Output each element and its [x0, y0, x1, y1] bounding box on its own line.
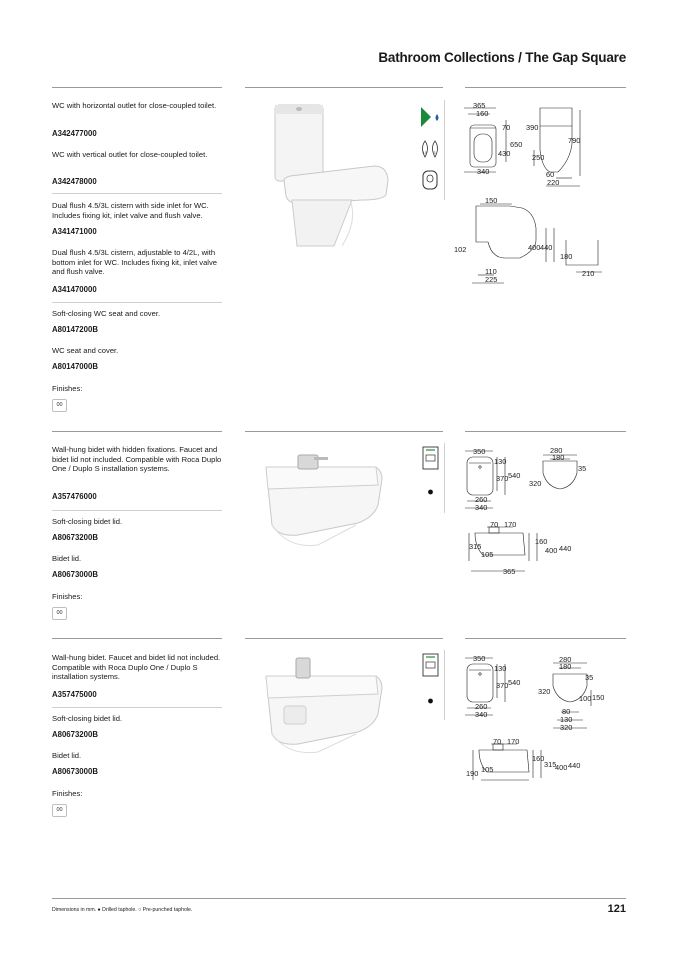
dim-label: 70 — [490, 520, 499, 529]
footer-divider — [52, 898, 626, 899]
dim-label: 105 — [481, 550, 494, 559]
installation-frame-icon — [423, 654, 438, 676]
finish-swatch: 00 — [52, 399, 67, 412]
dim-label: 260 — [475, 495, 488, 504]
section-divider — [245, 431, 443, 432]
section-divider — [245, 87, 443, 88]
footer-note: Dimensions in mm. ● Drilled taphole. ○ Pre-punched taphole. — [52, 907, 193, 913]
product-code: A357475000 — [52, 690, 97, 699]
icon-stack — [418, 105, 444, 201]
dim-label: 210 — [582, 269, 595, 278]
drilled-taphole-icon — [428, 699, 433, 704]
section-divider — [52, 431, 222, 432]
dim-label: 340 — [475, 503, 488, 512]
dim-label: 280 — [559, 655, 572, 664]
section-divider — [245, 638, 443, 639]
dim-label: 190 — [466, 769, 479, 778]
product-code: A80147200B — [52, 325, 98, 334]
dim-label: 70 — [493, 737, 502, 746]
product-code: A357476000 — [52, 492, 97, 501]
product-code: A341470000 — [52, 285, 97, 294]
wc-technical-drawing — [450, 100, 628, 290]
dim-label: 220 — [547, 178, 560, 187]
item-divider — [52, 193, 222, 194]
finishes-label: Finishes: — [52, 789, 83, 798]
page-title: Bathroom Collections / The Gap Square — [378, 50, 626, 65]
product-code: A80673000B — [52, 570, 98, 579]
dim-label: 100 — [579, 694, 592, 703]
dim-label: 130 — [560, 715, 573, 724]
dim-label: 180 — [560, 252, 573, 261]
dual-flush-icon — [423, 141, 438, 157]
bidet-product-photo — [258, 652, 398, 757]
dim-label: 150 — [485, 196, 498, 205]
product-code: A342478000 — [52, 177, 97, 186]
product-description: Soft-closing bidet lid. — [52, 517, 123, 526]
finish-swatch: 00 — [52, 607, 67, 620]
dim-label: 370 — [496, 474, 509, 483]
bidet-product-photo — [258, 445, 398, 550]
icon-stack — [420, 445, 442, 505]
green-flush-icon — [421, 107, 439, 127]
icon-column-divider — [444, 650, 445, 720]
dim-label: 280 — [550, 446, 563, 455]
dim-label: 35 — [585, 673, 594, 682]
section-divider — [52, 638, 222, 639]
dim-label: 130 — [494, 457, 507, 466]
icon-stack — [420, 652, 442, 712]
dim-label: 160 — [476, 109, 489, 118]
dim-label: 400 — [555, 763, 568, 772]
product-description: Soft-closing WC seat and cover. — [52, 309, 161, 318]
product-description: Bidet lid. — [52, 751, 82, 760]
section-divider — [465, 87, 626, 88]
dim-label: 540 — [508, 471, 521, 480]
dim-label: 350 — [473, 654, 486, 663]
item-divider — [52, 510, 222, 511]
dim-label: 440 — [559, 544, 572, 553]
icon-column-divider — [444, 443, 445, 513]
drilled-taphole-icon — [428, 490, 433, 495]
dim-label: 540 — [508, 678, 521, 687]
bidet-technical-drawing — [455, 650, 625, 790]
dim-label: 315 — [469, 542, 482, 551]
dim-label: 170 — [504, 520, 517, 529]
dim-label: 320 — [560, 723, 573, 732]
section-divider — [465, 431, 626, 432]
dim-label: 340 — [477, 167, 490, 176]
dim-label: 440 — [568, 761, 581, 770]
dim-label: 225 — [485, 275, 498, 284]
dim-label: 80 — [562, 707, 571, 716]
section-divider — [52, 87, 222, 88]
product-description: WC seat and cover. — [52, 346, 119, 355]
dim-label: 70 — [502, 123, 511, 132]
product-code: A342477000 — [52, 129, 97, 138]
dim-label: 650 — [510, 140, 523, 149]
dim-label: 150 — [592, 693, 605, 702]
bidet-technical-drawing — [455, 443, 625, 583]
dim-label: 390 — [526, 123, 539, 132]
dual-flush-label: 4.5 — [422, 151, 427, 155]
rimless-icon — [423, 171, 437, 189]
item-divider — [52, 707, 222, 708]
dim-label: 130 — [494, 664, 507, 673]
page-number: 121 — [607, 903, 626, 915]
dim-label: 260 — [475, 702, 488, 711]
dim-label: 180 — [552, 453, 565, 462]
product-code: A80673200B — [52, 730, 98, 739]
finishes-label: Finishes: — [52, 592, 83, 601]
product-code: A341471000 — [52, 227, 97, 236]
dim-label: 400 — [545, 546, 558, 555]
product-description: Soft-closing bidet lid. — [52, 714, 123, 723]
dim-label: 160 — [532, 754, 545, 763]
item-divider — [52, 302, 222, 303]
dim-label: 440 — [540, 243, 553, 252]
dim-label: 320 — [538, 687, 551, 696]
dim-label: 60 — [546, 170, 555, 179]
dual-flush-label: 3 — [433, 151, 436, 155]
dim-label: 400 — [528, 243, 541, 252]
section-divider — [465, 638, 626, 639]
product-code: A80673200B — [52, 533, 98, 542]
dim-label: 170 — [507, 737, 520, 746]
dim-label: 110 — [485, 267, 497, 276]
dim-label: 35 — [578, 464, 587, 473]
product-description: Wall-hung bidet. Faucet and bidet lid not included. Compatible with Roca Duplo One / Duplo S installation systems. — [52, 653, 221, 682]
dim-label: 365 — [503, 567, 516, 576]
finish-swatch: 00 — [52, 804, 67, 817]
installation-frame-icon — [423, 447, 438, 469]
dim-label: 105 — [481, 765, 494, 774]
product-description: WC with horizontal outlet for close-coupled toilet. — [52, 101, 217, 110]
dim-label: 430 — [498, 149, 511, 158]
dim-label: 102 — [454, 245, 467, 254]
product-description: WC with vertical outlet for close-coupled toilet. — [52, 150, 208, 159]
dim-label: 250 — [532, 153, 545, 162]
product-code: A80147000B — [52, 362, 98, 371]
dim-label: 370 — [496, 681, 509, 690]
product-description: Wall-hung bidet with hidden fixations. Faucet and bidet lid not included. Compatible with Roca Duplo One / Duplo S installation systems. — [52, 445, 222, 474]
dim-label: 790 — [568, 136, 581, 145]
dim-label: 350 — [473, 447, 486, 456]
dim-label: 315 — [544, 760, 557, 769]
dim-label: 160 — [535, 537, 548, 546]
dim-label: 365 — [473, 101, 486, 110]
product-code: A80673000B — [52, 767, 98, 776]
dim-label: 180 — [559, 662, 572, 671]
dim-label: 340 — [475, 710, 488, 719]
icon-column-divider — [444, 100, 445, 200]
finishes-label: Finishes: — [52, 384, 83, 393]
product-description: Bidet lid. — [52, 554, 82, 563]
product-description: Dual flush 4.5/3L cistern, adjustable to 4/2L, with bottom inlet for WC. Includes fixing kit, inlet valve and flush valve. — [52, 248, 218, 277]
product-description: Dual flush 4.5/3L cistern with side inlet for WC. Includes fixing kit, inlet valve and flush valve. — [52, 201, 209, 220]
wc-product-photo — [262, 100, 412, 250]
dim-label: 320 — [529, 479, 542, 488]
